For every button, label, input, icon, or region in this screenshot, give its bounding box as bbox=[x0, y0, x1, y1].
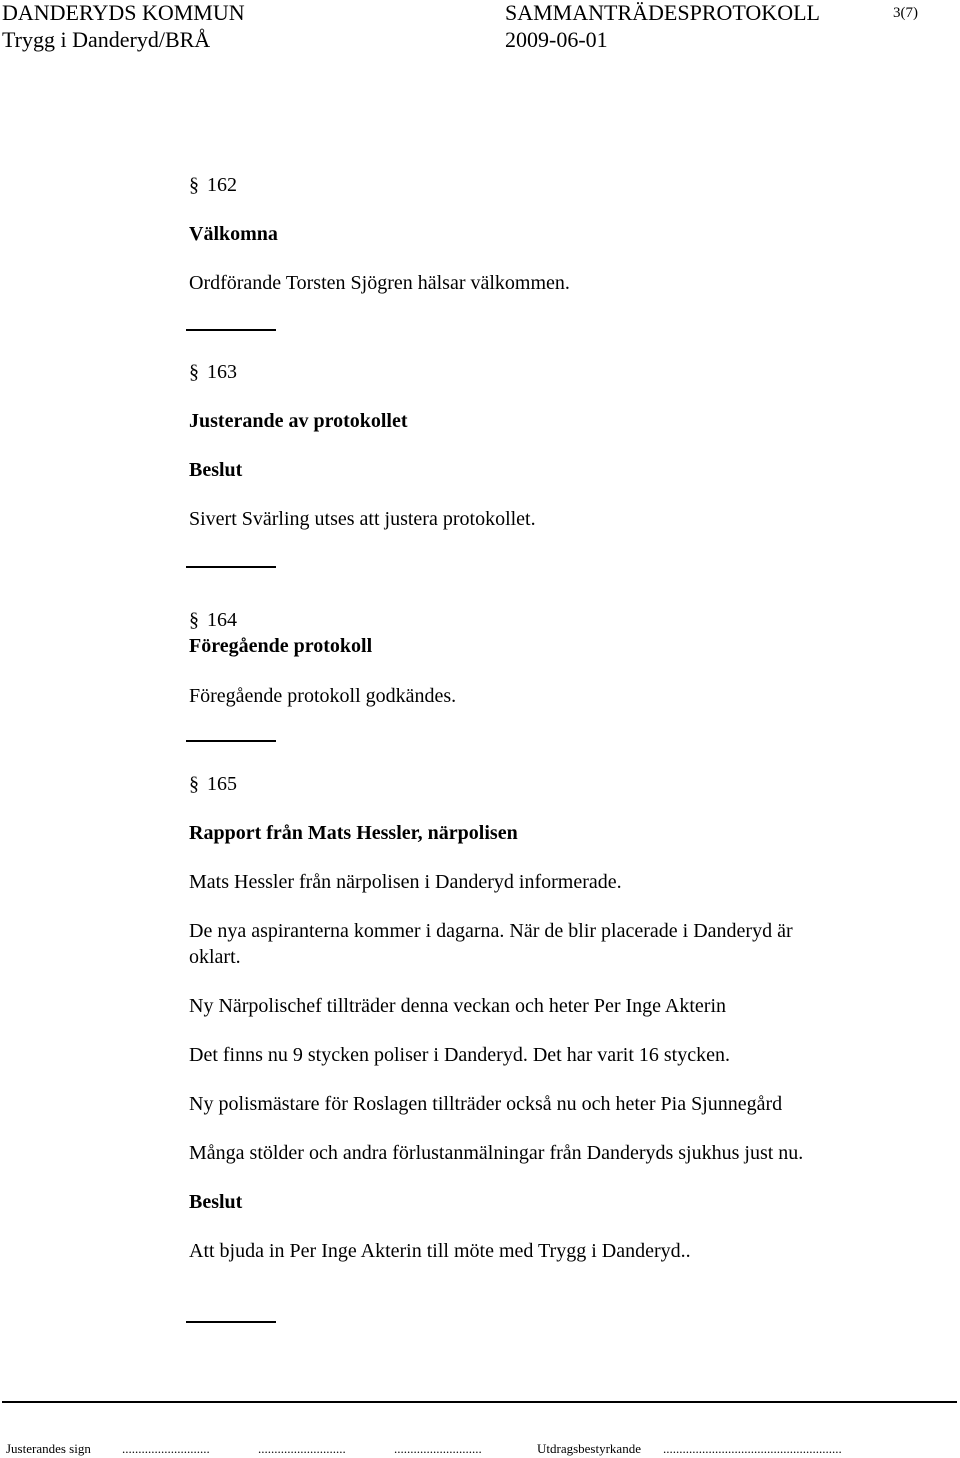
paragraph: Det finns nu 9 stycken poliser i Danderyd. Det har varit 16 stycken. bbox=[189, 1044, 730, 1066]
section-divider bbox=[186, 740, 276, 742]
section-title: Justerande av protokollet bbox=[189, 410, 408, 432]
section-number: 163 bbox=[207, 361, 237, 383]
section-divider bbox=[186, 1321, 276, 1323]
section-text: Föregående protokoll godkändes. bbox=[189, 685, 457, 707]
section-heading-162 bbox=[189, 173, 237, 197]
header-unit: Trygg i Danderyd/BRÅ bbox=[2, 27, 211, 52]
footer-signature-line: ........................... bbox=[394, 1441, 482, 1456]
paragraph: oklart. bbox=[189, 946, 241, 968]
footer-signature-line: ........................... bbox=[122, 1441, 210, 1456]
header-doc-type: SAMMANTRÄDESPROTOKOLL bbox=[505, 0, 820, 25]
footer-signature-line: ........................... bbox=[258, 1441, 346, 1456]
decision-text: Att bjuda in Per Inge Akterin till möte med Trygg i Danderyd.. bbox=[189, 1240, 691, 1262]
decision-label: Beslut bbox=[189, 1191, 243, 1213]
footer-extract-label: Utdragsbestyrkande bbox=[537, 1441, 641, 1456]
section-heading-163 bbox=[189, 360, 237, 384]
section-number: 164 bbox=[207, 609, 237, 631]
header-date: 2009-06-01 bbox=[505, 27, 608, 52]
decision-label: Beslut bbox=[189, 459, 243, 481]
paragraph: De nya aspiranterna kommer i dagarna. När de blir placerade i Danderyd är bbox=[189, 920, 793, 942]
section-sign: § bbox=[189, 361, 199, 383]
section-sign: § bbox=[189, 174, 199, 196]
paragraph: Många stölder och andra förlustanmälningar från Danderyds sjukhus just nu. bbox=[189, 1142, 804, 1164]
section-title: Rapport från Mats Hessler, närpolisen bbox=[189, 822, 518, 844]
paragraph: Ny polismästare för Roslagen tillträder också nu och heter Pia Sjunnegård bbox=[189, 1093, 783, 1115]
section-text: Sivert Svärling utses att justera protokollet. bbox=[189, 508, 536, 530]
paragraph: Ny Närpolischef tillträder denna veckan och heter Per Inge Akterin bbox=[189, 995, 727, 1017]
section-title: Välkomna bbox=[189, 223, 278, 245]
paragraph: Mats Hessler från närpolisen i Danderyd informerade. bbox=[189, 871, 622, 893]
section-title: Föregående protokoll bbox=[189, 635, 373, 657]
section-sign: § bbox=[189, 773, 199, 795]
section-number: 162 bbox=[207, 174, 237, 196]
page-number: 3(7) bbox=[893, 5, 918, 21]
section-heading-164 bbox=[189, 608, 237, 632]
section-number: 165 bbox=[207, 773, 237, 795]
section-divider bbox=[186, 566, 276, 568]
section-divider bbox=[186, 329, 276, 331]
footer-extract-line: ....................................................... bbox=[663, 1441, 842, 1456]
footer-sign-label: Justerandes sign bbox=[6, 1441, 91, 1456]
section-text: Ordförande Torsten Sjögren hälsar välkommen. bbox=[189, 272, 570, 294]
footer-divider bbox=[2, 1401, 957, 1403]
header-org: DANDERYDS KOMMUN bbox=[2, 0, 245, 25]
section-heading-165 bbox=[189, 772, 237, 796]
section-sign: § bbox=[189, 609, 199, 631]
